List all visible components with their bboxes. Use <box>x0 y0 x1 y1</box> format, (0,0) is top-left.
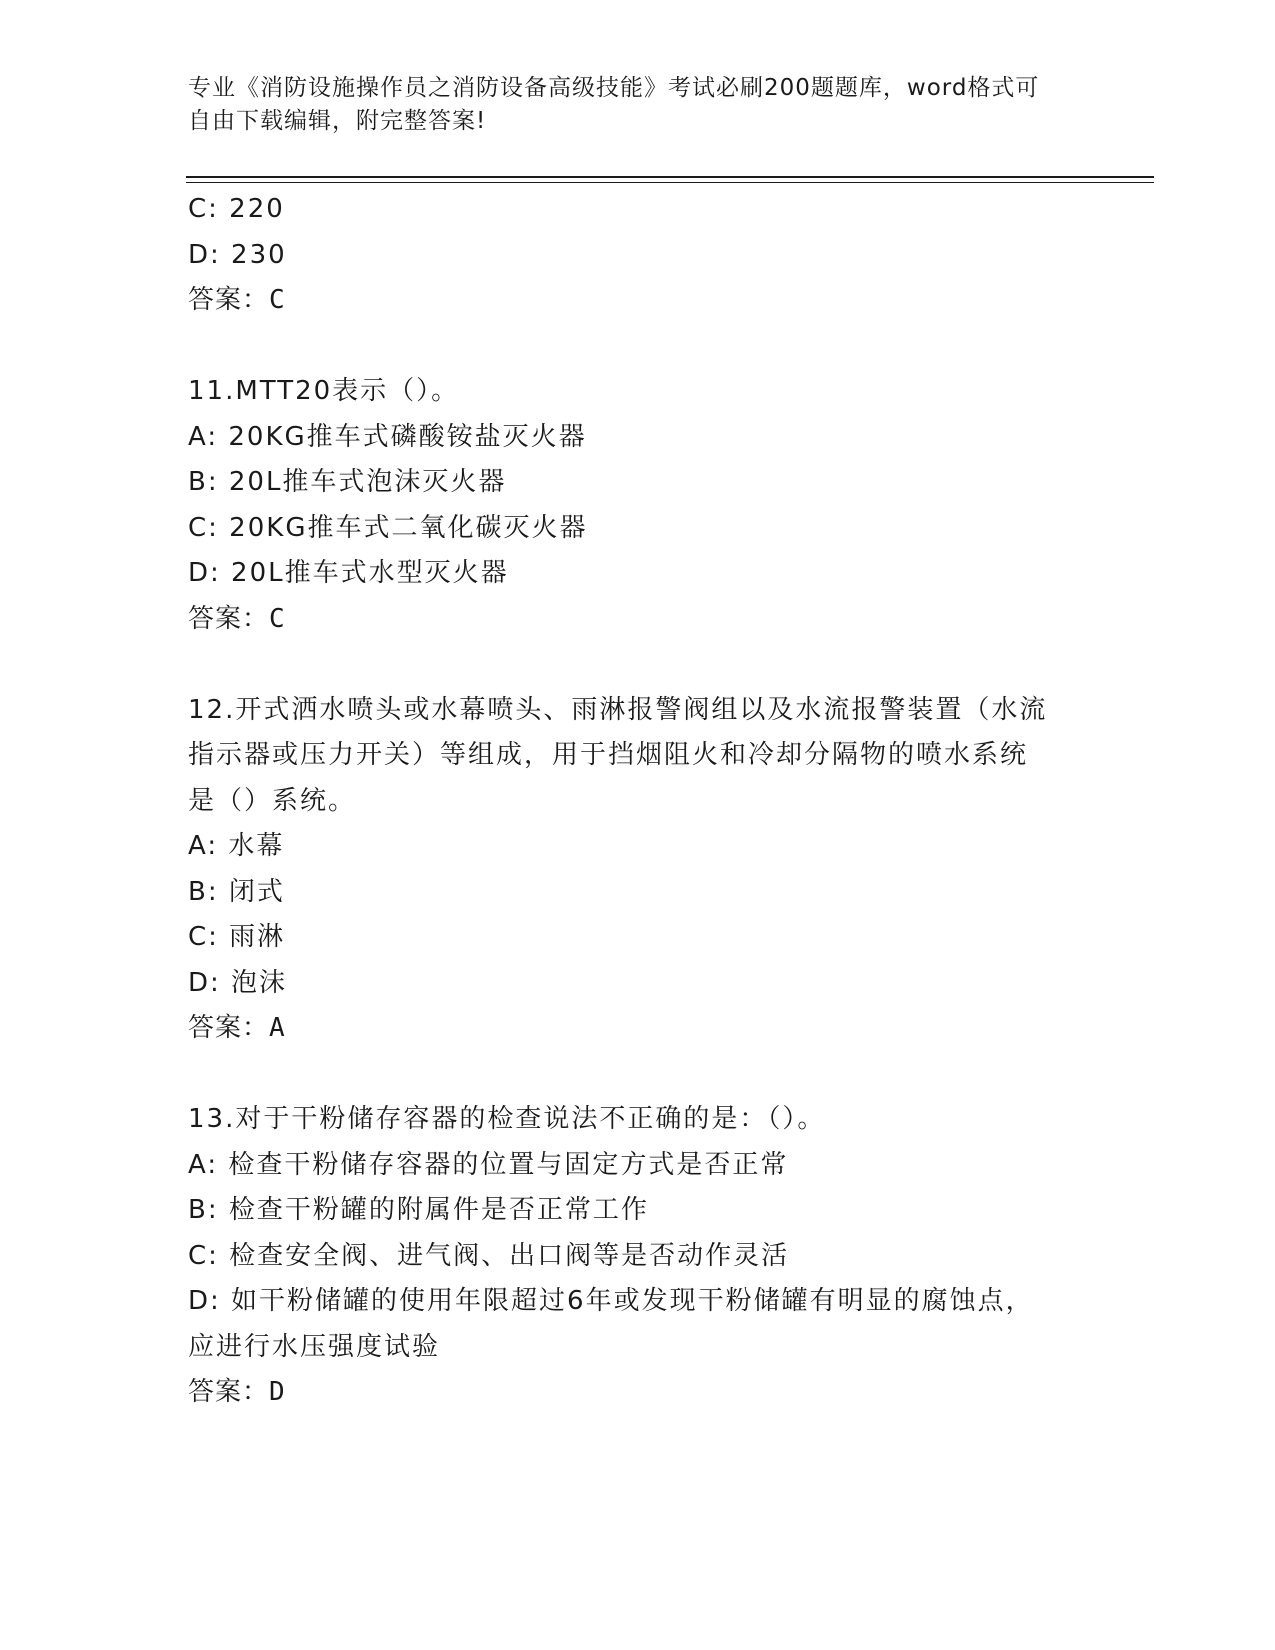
option-a: A: 20KG推车式磷酸铵盐灭火器 <box>188 421 587 452</box>
option-c: C: 20KG推车式二氧化碳灭火器 <box>188 512 588 543</box>
option-c: C: 检查安全阀、进气阀、出口阀等是否动作灵活 <box>188 1240 790 1271</box>
answer-line: 答案：C <box>188 285 286 315</box>
header-line-1: 专业《消防设施操作员之消防设备高级技能》考试必刷200题题库，word格式可 <box>188 75 1040 101</box>
document-body <box>188 187 1088 1416</box>
question-spacer <box>188 324 1088 370</box>
header-divider-thin <box>186 182 1154 183</box>
question-stem: 13.对于干粉储存容器的检查说法不正确的是：（）。 <box>188 1104 826 1134</box>
question-12 <box>188 688 1088 1052</box>
option-d: D: 如干粉储罐的使用年限超过6年或发现干粉储罐有明显的腐蚀点， <box>188 1286 1034 1316</box>
option-a: A: 检查干粉储存容器的位置与固定方式是否正常 <box>188 1149 789 1180</box>
option-d-continuation: 应进行水压强度试验 <box>188 1331 441 1362</box>
question-stem-line-2: 指示器或压力开关）等组成，用于挡烟阻火和冷却分隔物的喷水系统 <box>188 740 1029 770</box>
option-d: D: 230 <box>188 239 287 270</box>
question-stem-line-1: 12.开式洒水喷头或水幕喷头、雨淋报警阀组以及水流报警装置（水流 <box>188 694 1048 725</box>
question-spacer <box>188 1052 1088 1098</box>
option-a: A: 水幕 <box>188 831 285 861</box>
option-b: B: 闭式 <box>188 876 285 907</box>
question-10-continued <box>188 187 1088 324</box>
question-stem: 11.MTT20表示（）。 <box>188 376 460 406</box>
document-header <box>188 72 1078 138</box>
option-d: D: 20L推车式水型灭火器 <box>188 558 509 588</box>
question-11 <box>188 369 1088 642</box>
answer-line: 答案：C <box>188 603 286 634</box>
answer-line: 答案：D <box>188 1377 286 1407</box>
option-c: C: 220 <box>188 194 285 224</box>
question-stem-line-3: 是（）系统。 <box>188 785 357 816</box>
header-divider-thick <box>186 176 1154 178</box>
answer-line: 答案：A <box>188 1013 286 1043</box>
option-b: B: 20L推车式泡沫灭火器 <box>188 467 507 497</box>
option-d: D: 泡沫 <box>188 967 288 998</box>
header-line-2: 自由下载编辑，附完整答案! <box>188 108 487 134</box>
question-13 <box>188 1097 1088 1416</box>
question-spacer <box>188 642 1088 688</box>
option-b: B: 检查干粉罐的附属件是否正常工作 <box>188 1195 649 1225</box>
option-c: C: 雨淋 <box>188 922 286 952</box>
